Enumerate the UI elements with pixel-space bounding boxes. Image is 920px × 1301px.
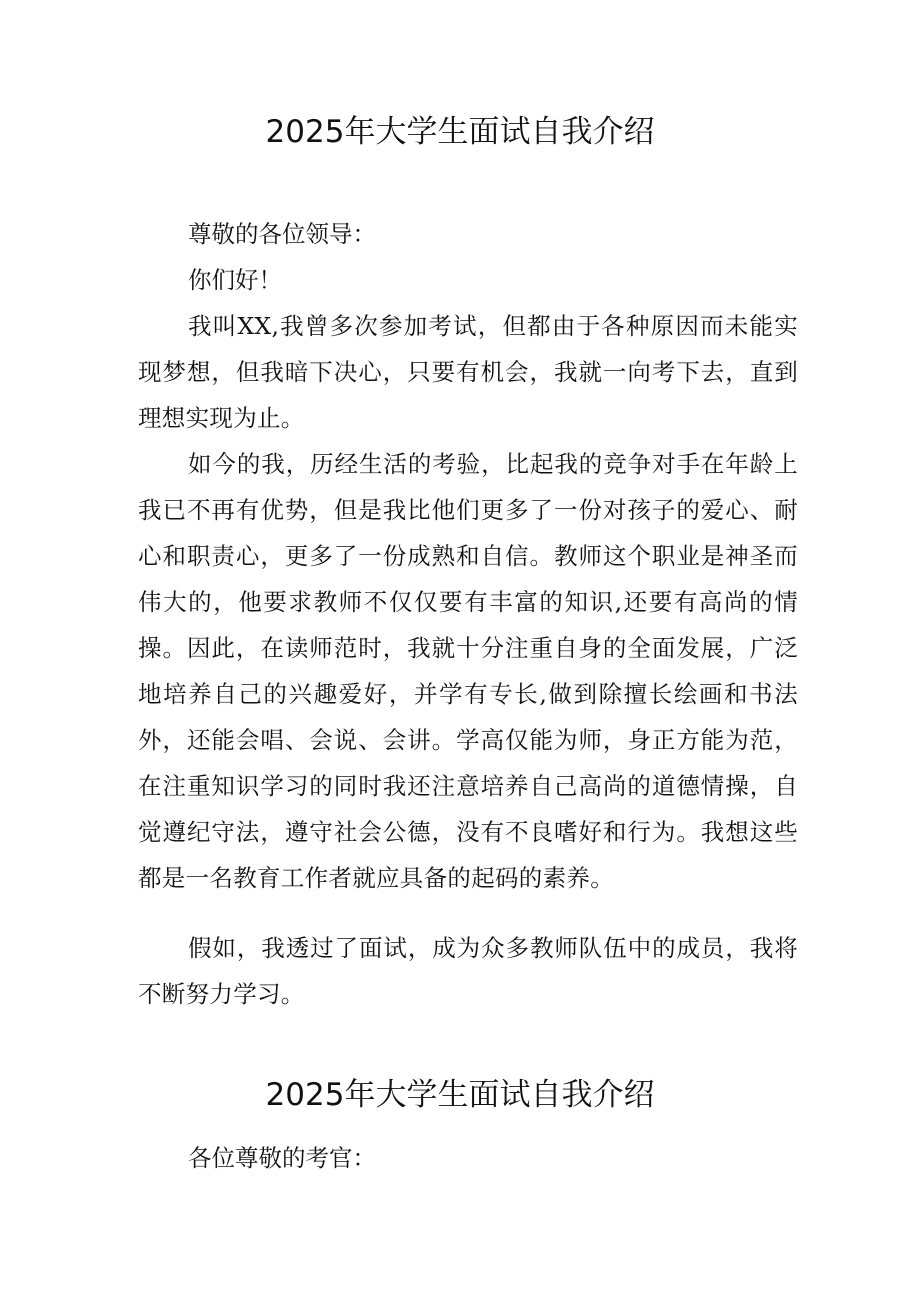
greeting: 你们好！ xyxy=(188,266,282,294)
document-title: 2025年大学生面试自我介绍 xyxy=(265,114,655,150)
salutation: 尊敬的各位领导： xyxy=(188,220,376,248)
second-document-title: 2025年大学生面试自我介绍 xyxy=(265,1077,655,1113)
paragraph-2: 如今的我，历经生活的考验，比起我的竞争对手在年龄上我已不再有优势，但是我比他们更多了一份对孩子的爱心、耐心和职责心，更多了一份成熟和自信。教师这个职业是神圣而伟大的，他要求教师不仅仅要有丰富的知识,还要有高尚的情操。因此，在读师范时，我就十分注重自身的全面发展，广泛地培养自己的兴趣爱好，并学有专长,做到除擅长绘画和书法外，还能会唱、会说、会讲。学高仅能为师，身正方能为范，在注重知识学习的同时我还注意培养自己高尚的道德情操，自觉遵纪守法，遵守社会公德，没有不良嗜好和行为。我想这些都是一名教育工作者就应具备的起码的素养。 xyxy=(138,450,798,892)
paragraph-3: 假如，我透过了面试，成为众多教师队伍中的成员，我将不断努力学习。 xyxy=(138,934,798,1008)
paragraph-1: 我叫XX,我曾多次参加考试，但都由于各种原因而未能实现梦想，但我暗下决心，只要有机会，我就一向考下去，直到理想实现为止。 xyxy=(138,312,798,432)
second-salutation: 各位尊敬的考官： xyxy=(188,1144,376,1172)
